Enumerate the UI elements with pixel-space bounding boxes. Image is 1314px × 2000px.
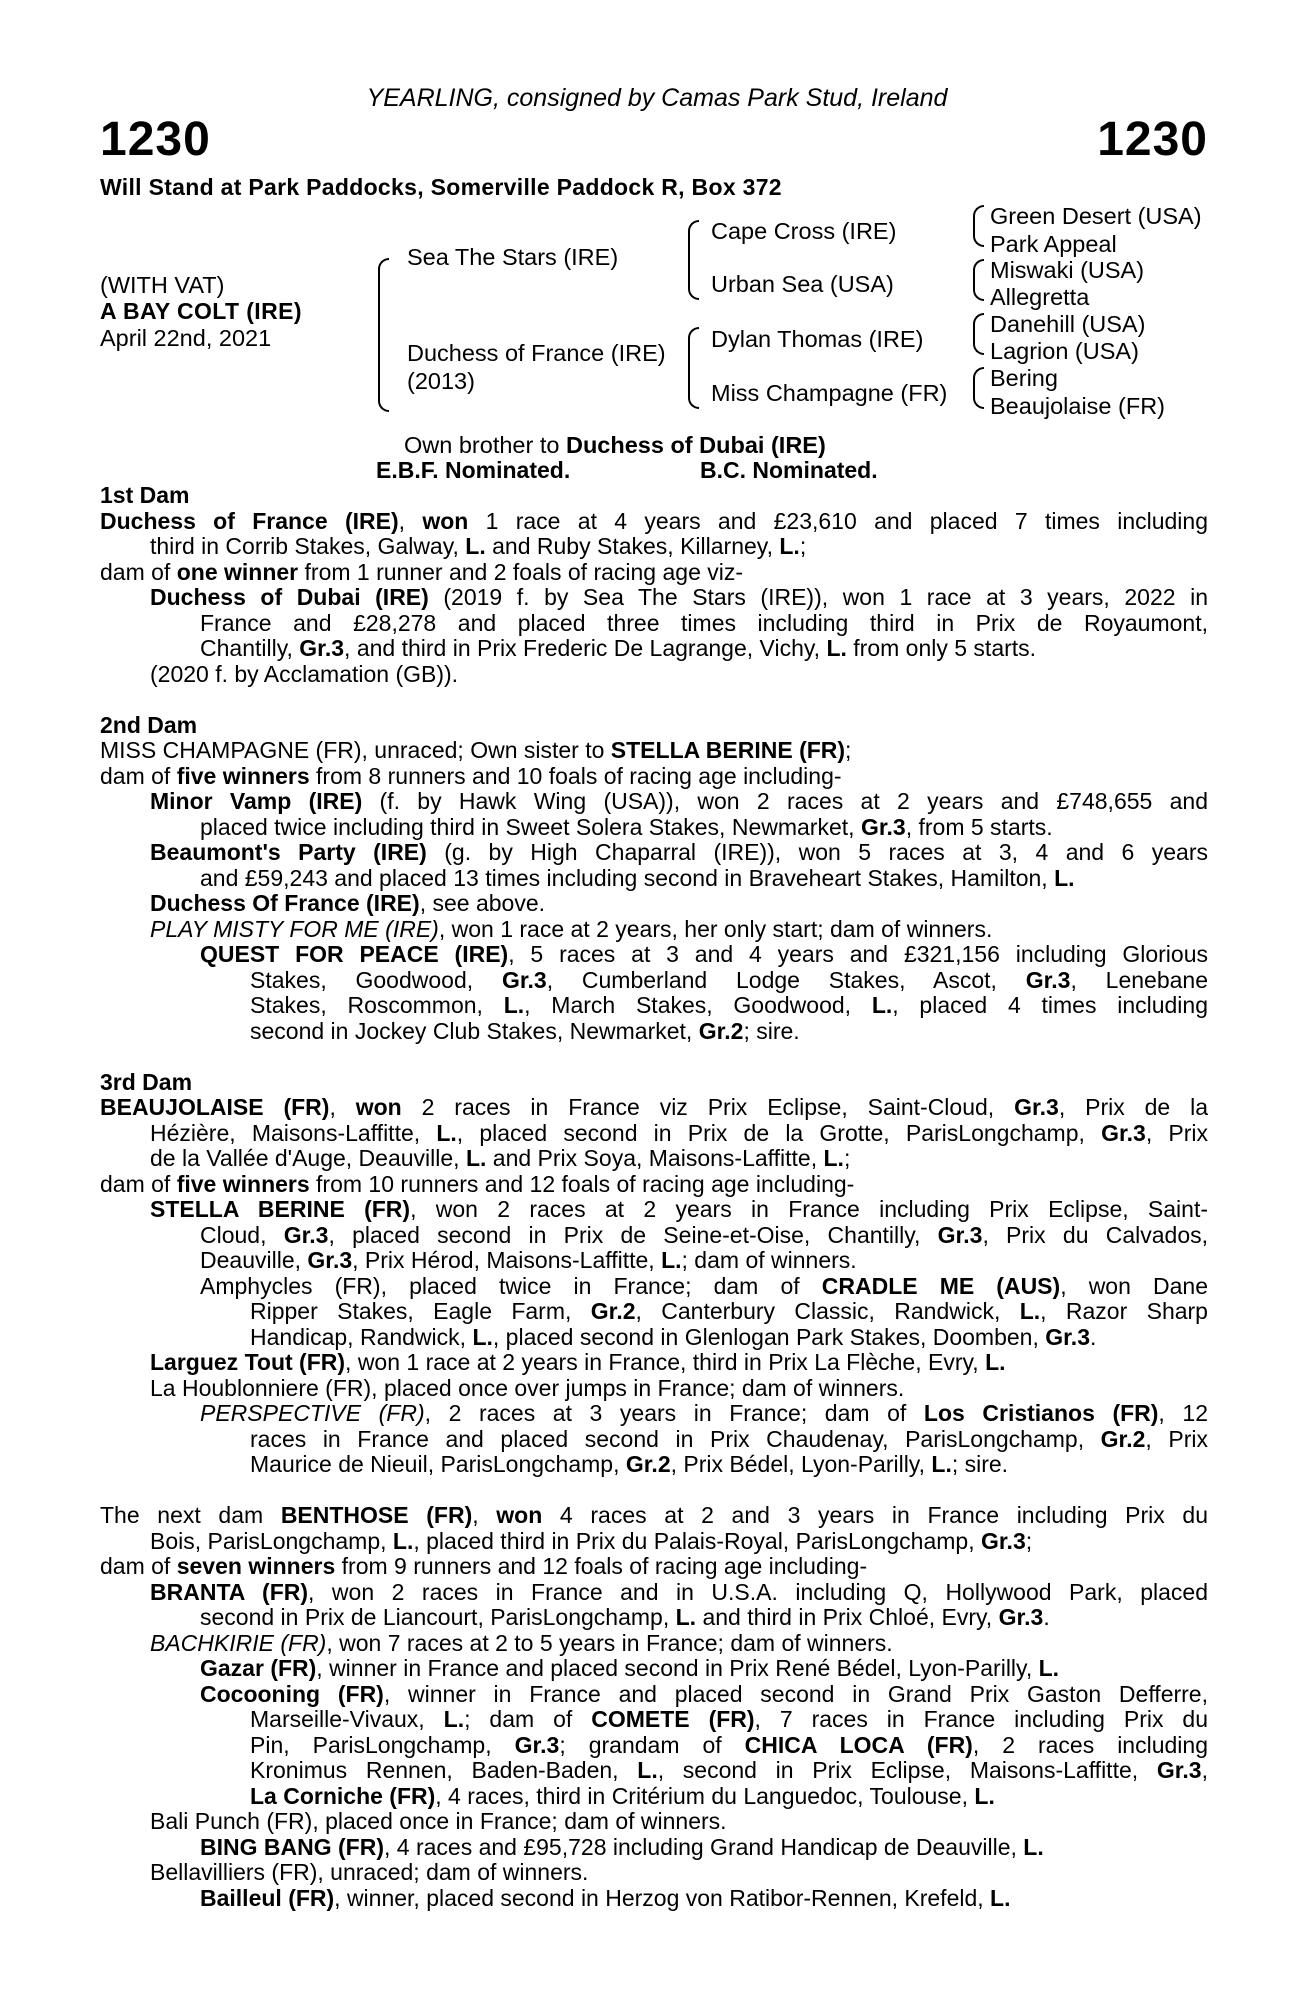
dam-dam-name: Miss Champagne (FR) bbox=[711, 380, 948, 406]
bold-text: won bbox=[496, 1502, 543, 1528]
record-line bbox=[100, 1146, 1208, 1172]
dam-name: Duchess of France (IRE) bbox=[407, 340, 666, 366]
bold-text: Larguez Tout (FR) bbox=[150, 1349, 346, 1375]
record-line bbox=[100, 1656, 1208, 1682]
text-run: de la Vallée d'Auge, Deauville, bbox=[150, 1145, 466, 1171]
text-run: dam of bbox=[100, 1170, 177, 1197]
record-line bbox=[100, 815, 1208, 841]
section-gap bbox=[100, 687, 1208, 713]
produce-record bbox=[100, 483, 1208, 1911]
section-heading bbox=[100, 713, 1208, 739]
bold-text: Gr.3 bbox=[1101, 1119, 1146, 1146]
bold-text: L. bbox=[675, 1604, 697, 1630]
text-run: ; grandam of bbox=[559, 1731, 745, 1758]
bold-text: Gr.3 bbox=[1014, 1094, 1059, 1120]
text-run: ; dam of winners. bbox=[681, 1247, 857, 1273]
sire-sire-name: Cape Cross (IRE) bbox=[711, 218, 897, 244]
ancestor-6: Lagrion (USA) bbox=[990, 338, 1139, 364]
text-run: , bbox=[329, 1094, 356, 1120]
record-line bbox=[100, 1529, 1208, 1555]
bold-text: L. bbox=[779, 533, 800, 559]
text-run: MISS CHAMPAGNE (FR), unraced; Own sister to bbox=[100, 737, 611, 763]
text-run: ; bbox=[843, 1145, 851, 1171]
record-line bbox=[100, 1427, 1208, 1453]
text-run: Cloud, bbox=[200, 1221, 284, 1248]
foaling-date: April 22nd, 2021 bbox=[100, 325, 272, 351]
text-run: Chantilly, bbox=[200, 635, 300, 661]
text-run: (f. by Hawk Wing (USA)), won 2 races at 2 years and £748,655 and bbox=[362, 788, 1209, 814]
bold-text: L. bbox=[1054, 864, 1075, 891]
dam-year: (2013) bbox=[407, 368, 475, 394]
bold-text: L. bbox=[1038, 1655, 1060, 1681]
text-run: Bois, ParisLongchamp, bbox=[150, 1527, 393, 1554]
text-run: , Prix bbox=[1145, 1119, 1209, 1146]
bc-nominated: B.C. Nominated. bbox=[700, 457, 878, 483]
record-line bbox=[100, 1886, 1208, 1912]
record-line bbox=[100, 1605, 1208, 1631]
text-run: second in Jockey Club Stakes, Newmarket, bbox=[250, 1017, 699, 1044]
ancestor-4: Allegretta bbox=[990, 284, 1090, 310]
text-run: , 5 races at 3 and 4 years and £321,156 including Glorious bbox=[508, 941, 1208, 967]
bold-text: BENTHOSE (FR) bbox=[280, 1502, 473, 1528]
record-line bbox=[100, 1376, 1208, 1402]
bold-text: L. bbox=[443, 1706, 465, 1732]
bold-text: L. bbox=[503, 992, 525, 1018]
record-line bbox=[100, 1325, 1208, 1351]
text-run: Amphycles (FR), placed twice in France; dam of bbox=[200, 1272, 822, 1299]
bold-text: L. bbox=[974, 1782, 995, 1809]
bold-text: Gr.3 bbox=[1156, 1757, 1202, 1783]
own-brother-name: Duchess of Dubai (IRE) bbox=[565, 432, 826, 458]
brace-dam bbox=[688, 327, 699, 409]
record-line bbox=[100, 1452, 1208, 1478]
record-line bbox=[100, 1580, 1208, 1606]
record-line bbox=[100, 1835, 1208, 1861]
ancestor-3: Miswaki (USA) bbox=[990, 257, 1145, 283]
ancestor-2: Park Appeal bbox=[990, 231, 1117, 257]
bold-text: CHICA LOCA (FR) bbox=[744, 1731, 973, 1758]
brace-g4 bbox=[973, 367, 984, 409]
text-run: , and third in Prix Frederic De Lagrange, Vichy, bbox=[344, 635, 827, 661]
text-run: , won 2 races in France and in U.S.A. including Q, Hollywood Park, placed bbox=[308, 1578, 1209, 1605]
text-run: , Prix de la bbox=[1058, 1094, 1208, 1120]
text-run: from only 5 starts. bbox=[846, 635, 1037, 661]
bold-text: L. bbox=[1023, 1833, 1044, 1860]
bold-text: Minor Vamp (IRE) bbox=[150, 788, 363, 814]
text-run: , Prix du Calvados, bbox=[982, 1221, 1208, 1248]
text-run: Handicap, Randwick, bbox=[250, 1323, 473, 1350]
text-run: Ripper Stakes, Eagle Farm, bbox=[250, 1298, 591, 1324]
bold-text: Gr.3 bbox=[283, 1221, 329, 1248]
text-run: dam of bbox=[100, 1553, 177, 1579]
text-run: 1 race at 4 years and £23,610 and placed 7 times including bbox=[468, 507, 1208, 534]
record-line bbox=[100, 789, 1208, 815]
text-run: Deauville, bbox=[200, 1247, 308, 1273]
text-run: , Prix Hérod, Maisons-Laffitte, bbox=[352, 1247, 662, 1273]
bold-text: Duchess Of France (IRE) bbox=[150, 890, 420, 916]
text-run: , won 7 races at 2 to 5 years in France; dam of winners. bbox=[326, 1629, 893, 1656]
record-line bbox=[100, 840, 1208, 866]
text-run: 4 races at 2 and 3 years in France including Prix du bbox=[542, 1502, 1208, 1528]
text-run: . bbox=[1043, 1604, 1050, 1630]
text-run: , placed 4 times including bbox=[892, 992, 1208, 1018]
bold-text: one winner bbox=[176, 558, 299, 585]
text-run: ; sire. bbox=[743, 1017, 800, 1044]
text-run: and £59,243 and placed 13 times including second in Braveheart Stakes, Hamilton, bbox=[200, 864, 1055, 891]
bold-text: BEAUJOLAISE (FR) bbox=[100, 1094, 330, 1120]
text-run: dam of bbox=[100, 558, 177, 585]
bold-text: Bailleul (FR) bbox=[200, 1884, 335, 1911]
stand-location: Will Stand at Park Paddocks, Somerville Paddock R, Box 372 bbox=[100, 174, 782, 200]
record-line bbox=[100, 1733, 1208, 1759]
record-line bbox=[100, 1809, 1208, 1835]
record-line bbox=[100, 917, 1208, 943]
italic-text: PERSPECTIVE (FR) bbox=[200, 1400, 425, 1426]
bold-text: Gr.3 bbox=[937, 1221, 983, 1248]
text-run: 2 races in France viz Prix Eclipse, Saint-Cloud, bbox=[401, 1094, 1015, 1120]
record-line bbox=[100, 891, 1208, 917]
text-run: , bbox=[472, 1502, 497, 1528]
bold-text: L. bbox=[465, 533, 486, 559]
record-line bbox=[100, 1299, 1208, 1325]
record-line bbox=[100, 866, 1208, 892]
record-line bbox=[100, 509, 1208, 535]
bold-text: 2nd Dam bbox=[100, 711, 198, 738]
text-run: Stakes, Roscommon, bbox=[250, 992, 504, 1018]
record-line bbox=[100, 1758, 1208, 1784]
section-heading bbox=[100, 1070, 1208, 1096]
record-line bbox=[100, 1248, 1208, 1274]
text-run: , Razor Sharp bbox=[1040, 1298, 1208, 1324]
brace-g2 bbox=[973, 259, 984, 301]
text-run: , bbox=[398, 507, 423, 534]
bold-text: L. bbox=[392, 1527, 414, 1554]
bold-text: Gr.3 bbox=[299, 635, 345, 661]
vat-note: (WITH VAT) bbox=[100, 272, 225, 298]
record-line bbox=[100, 1223, 1208, 1249]
text-run: from 1 runner and 2 foals of racing age viz- bbox=[298, 558, 744, 585]
lot-number-left: 1230 bbox=[100, 113, 211, 166]
bold-text: five winners bbox=[176, 1170, 310, 1197]
bold-text: BRANTA (FR) bbox=[150, 1578, 309, 1605]
text-run: , 7 races in France including Prix du bbox=[754, 1706, 1209, 1732]
record-line bbox=[100, 1095, 1208, 1121]
text-run: ; bbox=[845, 737, 852, 763]
text-run: second in Prix de Liancourt, ParisLongchamp, bbox=[200, 1604, 676, 1630]
bold-text: won bbox=[355, 1094, 402, 1120]
record-line bbox=[100, 1197, 1208, 1223]
sire-name: Sea The Stars (IRE) bbox=[407, 244, 619, 270]
record-line bbox=[100, 1503, 1208, 1529]
record-line bbox=[100, 585, 1208, 611]
bold-text: Gr.2 bbox=[1100, 1425, 1146, 1452]
bold-text: seven winners bbox=[176, 1553, 336, 1579]
record-line bbox=[100, 738, 1208, 764]
text-run: from 8 runners and 10 foals of racing age including- bbox=[309, 762, 842, 789]
record-line bbox=[100, 1554, 1208, 1580]
text-run: The next dam bbox=[100, 1502, 281, 1528]
text-run: , 2 races at 3 years in France; dam of bbox=[424, 1400, 924, 1426]
own-brother-prefix: Own brother to bbox=[404, 432, 566, 458]
text-run: , winner in France and placed second in Grand Prix Gaston Defferre, bbox=[383, 1680, 1208, 1707]
sire-dam-name: Urban Sea (USA) bbox=[711, 271, 894, 297]
bold-text: 3rd Dam bbox=[100, 1068, 193, 1095]
consignment-line: YEARLING, consigned by Camas Park Stud, Ireland bbox=[366, 84, 948, 112]
text-run: from 9 runners and 12 foals of racing age including- bbox=[335, 1553, 868, 1579]
record-line bbox=[100, 1274, 1208, 1300]
bold-text: Gr.2 bbox=[698, 1017, 744, 1044]
text-run: , 4 races, third in Critérium du Languedoc, Toulouse, bbox=[435, 1782, 975, 1809]
text-run: , placed second in Prix de Seine-et-Oise, Chantilly, bbox=[328, 1221, 938, 1248]
bold-text: Gr.3 bbox=[860, 813, 906, 840]
bold-text: Gr.2 bbox=[625, 1451, 671, 1477]
bold-text: Beaumont's Party (IRE) bbox=[150, 839, 427, 865]
text-run: and third in Prix Chloé, Evry, bbox=[696, 1604, 999, 1630]
bold-text: L. bbox=[465, 1145, 487, 1171]
bold-text: CRADLE ME (AUS) bbox=[821, 1272, 1061, 1299]
text-run: ; bbox=[799, 533, 807, 559]
text-run: Pin, ParisLongchamp, bbox=[250, 1731, 515, 1758]
record-line bbox=[100, 560, 1208, 586]
bold-text: L. bbox=[990, 1884, 1011, 1911]
record-line bbox=[100, 1350, 1208, 1376]
ancestor-8: Beaujolaise (FR) bbox=[990, 393, 1166, 419]
bold-text: STELLA BERINE (FR) bbox=[150, 1196, 411, 1222]
text-run: Marseille-Vivaux, bbox=[250, 1706, 444, 1732]
record-line bbox=[100, 636, 1208, 662]
text-run: , won 1 race at 2 years, her only start; dam of winners. bbox=[438, 915, 993, 942]
text-run: Maurice de Nieuil, ParisLongchamp, bbox=[250, 1451, 626, 1477]
bold-text: Gr.3 bbox=[998, 1604, 1044, 1630]
subject-name: A BAY COLT (IRE) bbox=[100, 298, 302, 324]
ebf-nominated: E.B.F. Nominated. bbox=[376, 457, 571, 483]
record-line bbox=[100, 1707, 1208, 1733]
text-run: , March Stakes, Goodwood, bbox=[524, 992, 872, 1018]
text-run: . bbox=[1090, 1323, 1097, 1350]
text-run: , winner, placed second in Herzog von Ratibor-Rennen, Krefeld, bbox=[334, 1884, 991, 1911]
bold-text: 1st Dam bbox=[100, 482, 190, 508]
text-run: , placed second in Glenlogan Park Stakes, Doomben, bbox=[492, 1323, 1046, 1350]
text-run: and Ruby Stakes, Killarney, bbox=[485, 533, 780, 559]
text-run: ; dam of bbox=[464, 1706, 592, 1732]
text-run: , Prix Bédel, Lyon-Parilly, bbox=[670, 1451, 932, 1477]
record-line bbox=[100, 942, 1208, 968]
record-line bbox=[100, 611, 1208, 637]
record-line bbox=[100, 1172, 1208, 1198]
record-line bbox=[100, 1121, 1208, 1147]
bold-text: L. bbox=[637, 1757, 658, 1783]
text-run: , Canterbury Classic, Randwick, bbox=[635, 1298, 1020, 1324]
record-line bbox=[100, 993, 1208, 1019]
text-run: (2020 f. by Acclamation (GB)). bbox=[150, 660, 459, 687]
bold-text: BING BANG (FR) bbox=[200, 1833, 384, 1860]
text-run: and Prix Soya, Maisons-Laffitte, bbox=[486, 1145, 824, 1171]
bold-text: La Corniche (FR) bbox=[250, 1782, 436, 1809]
text-run: , won Dane bbox=[1060, 1272, 1208, 1299]
text-run: , see above. bbox=[419, 890, 545, 916]
italic-text: PLAY MISTY FOR ME (IRE) bbox=[150, 915, 439, 942]
text-run: , 2 races including bbox=[972, 1731, 1208, 1758]
text-run: , 4 races and £95,728 including Grand Handicap de Deauville, bbox=[383, 1833, 1024, 1860]
bold-text: L. bbox=[661, 1247, 682, 1273]
text-run: , won 1 race at 2 years in France, third in Prix La Flèche, Evry, bbox=[345, 1349, 986, 1375]
text-run: (2019 f. by Sea The Stars (IRE)), won 1 race at 3 years, 2022 in bbox=[428, 584, 1208, 610]
text-run: from 10 runners and 12 foals of racing age including- bbox=[309, 1170, 855, 1197]
text-run: , bbox=[1201, 1757, 1208, 1783]
ancestor-7: Bering bbox=[990, 365, 1058, 391]
italic-text: BACHKIRIE (FR) bbox=[150, 1629, 327, 1656]
record-line bbox=[100, 1019, 1208, 1045]
text-run: , placed third in Prix du Palais-Royal, ParisLongchamp, bbox=[413, 1527, 981, 1554]
text-run: France and £28,278 and placed three times including third in Prix de Royaumont, bbox=[200, 609, 1208, 636]
text-run: Stakes, Goodwood, bbox=[250, 966, 502, 993]
dam-sire-name: Dylan Thomas (IRE) bbox=[711, 326, 924, 352]
brace-gen1 bbox=[378, 258, 389, 412]
bold-text: Gr.3 bbox=[1045, 1323, 1090, 1350]
record-line bbox=[100, 1682, 1208, 1708]
bold-text: Gr.3 bbox=[501, 966, 547, 993]
record-line bbox=[100, 662, 1208, 688]
bold-text: Gr.2 bbox=[590, 1298, 636, 1324]
text-run: Hézière, Maisons-Laffitte, bbox=[150, 1119, 437, 1146]
bold-text: Gr.3 bbox=[307, 1247, 353, 1273]
text-run: , Cumberland Lodge Stakes, Ascot, bbox=[546, 966, 1026, 993]
bold-text: Duchess of Dubai (IRE) bbox=[150, 584, 429, 610]
brace-g1 bbox=[973, 205, 984, 247]
bold-text: COMETE (FR) bbox=[591, 1706, 755, 1732]
bold-text: L. bbox=[931, 1451, 952, 1477]
record-line bbox=[100, 1401, 1208, 1427]
bold-text: Gazar (FR) bbox=[200, 1655, 317, 1681]
bold-text: won bbox=[422, 507, 469, 534]
text-run: placed twice including third in Sweet Solera Stakes, Newmarket, bbox=[200, 813, 861, 840]
ancestor-5: Danehill (USA) bbox=[990, 311, 1146, 337]
bold-text: STELLA BERINE (FR) bbox=[610, 737, 846, 763]
section-heading bbox=[100, 483, 1208, 509]
record-line bbox=[100, 764, 1208, 790]
bold-text: Gr.3 bbox=[1025, 966, 1071, 993]
text-run: , 12 bbox=[1158, 1400, 1208, 1426]
text-run: races in France and placed second in Prix Chaudenay, ParisLongchamp, bbox=[250, 1425, 1101, 1452]
record-line bbox=[100, 1631, 1208, 1657]
bold-text: Gr.3 bbox=[980, 1527, 1026, 1554]
bold-text: Cocooning (FR) bbox=[200, 1680, 384, 1707]
text-run: La Houblonniere (FR), placed once over jumps in France; dam of winners. bbox=[150, 1374, 905, 1401]
own-brother-line bbox=[404, 432, 826, 459]
text-run: , Lenebane bbox=[1070, 966, 1208, 993]
record-line bbox=[100, 534, 1208, 560]
bold-text: L. bbox=[823, 1145, 844, 1171]
text-run: , won 2 races at 2 years in France including Prix Eclipse, Saint- bbox=[410, 1196, 1209, 1222]
bold-text: Duchess of France (IRE) bbox=[100, 507, 399, 534]
section-gap bbox=[100, 1478, 1208, 1504]
bold-text: L. bbox=[436, 1119, 457, 1146]
lot-number-right: 1230 bbox=[1097, 113, 1208, 166]
brace-g3 bbox=[973, 313, 984, 355]
bold-text: Gr.3 bbox=[514, 1731, 560, 1758]
text-run: Kronimus Rennen, Baden-Baden, bbox=[250, 1757, 638, 1783]
bold-text: L. bbox=[1019, 1298, 1041, 1324]
text-run: dam of bbox=[100, 762, 177, 789]
text-run: third in Corrib Stakes, Galway, bbox=[150, 533, 466, 559]
text-run: (g. by High Chaparral (IRE)), won 5 races at 3, 4 and 6 years bbox=[426, 839, 1209, 865]
text-run: ; bbox=[1025, 1527, 1033, 1554]
text-run: ; sire. bbox=[951, 1451, 1009, 1477]
bold-text: L. bbox=[985, 1349, 1006, 1375]
bold-text: L. bbox=[472, 1323, 493, 1350]
text-run: , second in Prix Eclipse, Maisons-Laffitte, bbox=[657, 1757, 1157, 1783]
text-run: , winner in France and placed second in Prix René Bédel, Lyon-Parilly, bbox=[316, 1655, 1039, 1681]
text-run: Bali Punch (FR), placed once in France; dam of winners. bbox=[150, 1808, 727, 1834]
bold-text: L. bbox=[871, 992, 893, 1018]
text-run: , from 5 starts. bbox=[905, 813, 1053, 840]
record-line bbox=[100, 1860, 1208, 1886]
text-run: Bellavilliers (FR), unraced; dam of winners. bbox=[150, 1859, 589, 1885]
bold-text: L. bbox=[826, 635, 847, 661]
record-line bbox=[100, 1784, 1208, 1810]
ancestor-1: Green Desert (USA) bbox=[990, 203, 1202, 229]
section-gap bbox=[100, 1044, 1208, 1070]
bold-text: QUEST FOR PEACE (IRE) bbox=[200, 941, 509, 967]
brace-sire bbox=[688, 220, 699, 300]
bold-text: five winners bbox=[176, 762, 310, 789]
text-run: , Prix bbox=[1145, 1425, 1208, 1452]
bold-text: Los Cristianos (FR) bbox=[923, 1400, 1159, 1426]
text-run: , placed second in Prix de la Grotte, ParisLongchamp, bbox=[456, 1119, 1102, 1146]
record-line bbox=[100, 968, 1208, 994]
